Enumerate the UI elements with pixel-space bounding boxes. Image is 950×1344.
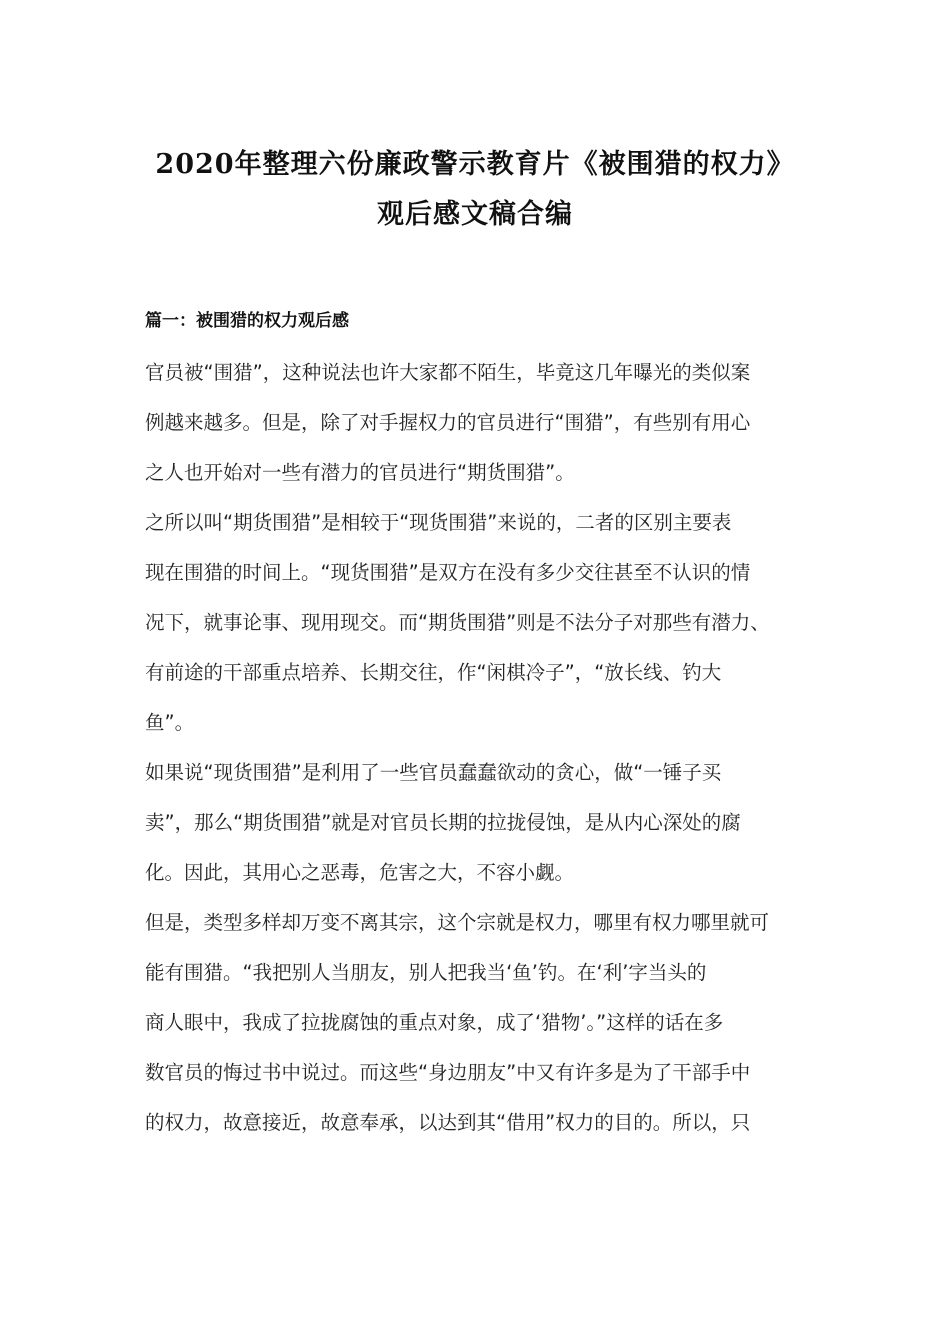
body-line: 官员被“围猎”，这种说法也许大家都不陌生，毕竟这几年曝光的类似案	[145, 361, 751, 384]
body-line: 鱼”。	[145, 711, 195, 734]
body-line: 有前途的干部重点培养、长期交往，作“闲棋冷子”，“放长线、钓大	[145, 661, 722, 684]
body-line: 如果说“现货围猎”是利用了一些官员蠢蠢欲动的贪心，做“一锤子买	[145, 761, 722, 784]
document-title-line-2: 观后感文稿合编	[377, 199, 573, 230]
body-line: 之所以叫“期货围猎”是相较于“现货围猎”来说的，二者的区别主要表	[145, 511, 732, 534]
body-line: 之人也开始对一些有潜力的官员进行“期货围猎”。	[145, 461, 575, 484]
body-line: 数官员的悔过书中说过。而这些“身边朋友”中又有许多是为了干部手中	[145, 1061, 751, 1084]
body-line: 的权力，故意接近，故意奉承，以达到其“借用”权力的目的。所以，只	[145, 1111, 751, 1134]
body-line: 能有围猎。“我把别人当朋友，别人把我当‘鱼’钓。在‘利’字当头的	[145, 961, 707, 984]
section-heading: 篇一：被围猎的权力观后感	[145, 311, 349, 331]
body-text	[145, 356, 825, 1156]
body-line: 况下，就事论事、现用现交。而“期货围猎”则是不法分子对那些有潜力、	[145, 611, 770, 634]
body-line: 商人眼中，我成了拉拢腐蚀的重点对象，成了‘猎物’。”这样的话在多	[145, 1011, 724, 1034]
body-line: 化。因此，其用心之恶毒，危害之大，不容小觑。	[145, 861, 575, 884]
body-line: 但是，类型多样却万变不离其宗，这个宗就是权力，哪里有权力哪里就可	[145, 911, 770, 934]
body-line: 现在围猎的时间上。“现货围猎”是双方在没有多少交往甚至不认识的情	[145, 561, 751, 584]
body-line: 例越来越多。但是，除了对手握权力的官员进行“围猎”，有些别有用心	[145, 411, 751, 434]
body-line: 卖”，那么“期货围猎”就是对官员长期的拉拢侵蚀，是从内心深处的腐	[145, 811, 741, 834]
document-title-line-1: 2020年整理六份廉政警示教育片《被围猎的权力》	[155, 149, 795, 180]
